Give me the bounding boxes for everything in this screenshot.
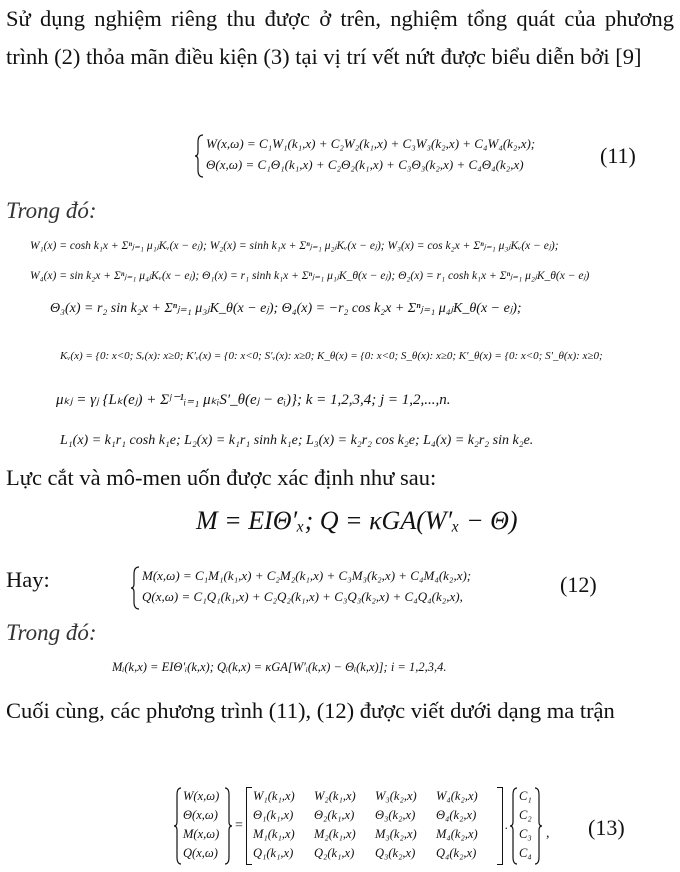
matrix-cell: W₄(k₂,x) [436,789,478,803]
definition-line-4: Kᵥ(x) = {0: x<0; Sᵥ(x): x≥0; K′ᵥ(x) = {0: x<0; S′ᵥ(x): x≥0; K_θ(x) = {0: x<0; S_θ(x): x≥0; K′_θ(x) = {0: x<0; S′_θ(x): x≥0; [60,350,603,362]
matrix-cell: Θ₃(k₂,x) [375,808,416,822]
matrix-right-bracket [497,787,503,865]
matrix-cell: M₃(k₂,x) [375,827,417,841]
equation-11-line2: Θ(x,ω) = C₁Θ₁(k₁,x) + C₂Θ₂(k₁,x) + C₃Θ₃(k₂,x) + C₄Θ₄(k₂,x) [206,157,524,172]
comma: , [546,826,550,841]
equation-11-line1: W(x,ω) = C₁W₁(k₁,x) + C₂W₂(k₁,x) + C₃W₃(k₂,x) + C₄W₄(k₂,x); [206,136,536,151]
matrix-left-bracket [246,787,252,865]
matrix-cell: M₄(k₂,x) [436,827,478,841]
left-brace [130,566,140,610]
matrix-cell: Q₁(k₁,x) [253,846,294,860]
matrix-cell: M₂(k₁,x) [314,827,356,841]
matrix-cell: W₂(k₁,x) [314,789,356,803]
matrix-cell: W₁(k₁,x) [253,789,295,803]
left-brace [174,787,182,865]
definition-line-1: W₁(x) = cosh k₁x + Σⁿⱼ₌₁ μ₁ⱼKᵥ(x − eⱼ); W₂(x) = sinh k₁x + Σⁿⱼ₌₁ μ₂ⱼKᵥ(x − eⱼ); W₃(x) = cos k₂x + Σⁿⱼ₌₁ μ₃ⱼKᵥ(x − eⱼ); [30,240,559,252]
definition-line-2: W₄(x) = sin k₂x + Σⁿⱼ₌₁ μ₄ⱼKᵥ(x − eⱼ); Θ₁(x) = r₁ sinh k₁x + Σⁿⱼ₌₁ μ₁ⱼK_θ(x − eⱼ); Θ₂(x) = r₁ cosh k₁x + Σⁿⱼ₌₁ μ₂ⱼK_θ(x − eⱼ) [30,270,590,282]
hay-label: Hay: [6,567,50,592]
lhs-entry: Q(x,ω) [183,846,218,860]
matrix-cell: Θ₂(k₁,x) [314,808,355,822]
paragraph-shear-moment: Lực cắt và mô-men uốn được xác định như sau: [6,465,437,490]
coefficient-entry: C₁ [519,789,532,803]
coefficient-entry: C₄ [519,846,532,860]
matrix-cell: Q₄(k₂,x) [436,846,477,860]
definition-line-6: L₁(x) = k₁r₁ cosh k₁e; L₂(x) = k₁r₁ sinh k₁e; L₃(x) = k₂r₂ cos k₂e; L₄(x) = k₂r₂ sin k₂e. [60,433,534,448]
left-brace [194,134,204,178]
equation-moment-shear: M = EIΘ′ₓ; Q = κGA(W′ₓ − Θ) [196,506,518,535]
equation-mi-qi: Mᵢ(k,x) = EIΘ′ᵢ(k,x); Qᵢ(k,x) = κGA[W′ᵢ(k,x) − Θᵢ(k,x)]; i = 1,2,3,4. [112,660,447,674]
matrix-cell: Θ₁(k₁,x) [253,808,294,822]
right-brace [224,787,232,865]
paragraph-intro: Sử dụng nghiệm riêng thu được ở trên, nghiệm tổng quát của phương trình (2) thỏa mãn điều kiện (3) tại vị trí vết nứt được biểu diễn bởi [9] [6,6,674,69]
definition-line-3: Θ₃(x) = r₂ sin k₂x + Σⁿⱼ₌₁ μ₃ⱼK_θ(x − eⱼ); Θ₄(x) = −r₂ cos k₂x + Σⁿⱼ₌₁ μ₄ⱼK_θ(x − eⱼ); [50,301,522,316]
equation-12-line2: Q(x,ω) = C₁Q₁(k₁,x) + C₂Q₂(k₁,x) + C₃Q₃(k₂,x) + C₄Q₄(k₂,x), [142,589,463,604]
lhs-entry: M(x,ω) [183,827,220,841]
paragraph-matrix-form: Cuối cùng, các phương trình (11), (12) được viết dưới dạng ma trận [6,698,615,723]
definition-line-5: μₖⱼ = γⱼ {Lₖ(eⱼ) + Σʲ⁻¹ᵢ₌₁ μₖᵢS′_θ(eⱼ − eᵢ)}; k = 1,2,3,4; j = 1,2,...,n. [56,392,451,408]
dot-operator: . [505,818,509,832]
left-brace [510,787,518,865]
right-brace [534,787,542,865]
equation-number-11: (11) [600,143,636,168]
matrix-cell: Q₂(k₁,x) [314,846,355,860]
lhs-entry: Θ(x,ω) [183,808,218,822]
matrix-cell: Θ₄(k₂,x) [436,808,477,822]
matrix-cell: M₁(k₁,x) [253,827,295,841]
coefficient-entry: C₂ [519,808,532,822]
equation-number-13: (13) [588,815,625,840]
lhs-entry: W(x,ω) [183,789,220,803]
trong-do-label-2: Trong đó: [6,620,97,645]
trong-do-label-1: Trong đó: [6,198,97,223]
matrix-cell: Q₃(k₂,x) [375,846,416,860]
coefficient-entry: C₃ [519,827,532,841]
equals-sign: = [235,818,243,833]
equation-12-line1: M(x,ω) = C₁M₁(k₁,x) + C₂M₂(k₁,x) + C₃M₃(k₂,x) + C₄M₄(k₂,x); [142,568,472,583]
matrix-cell: W₃(k₂,x) [375,789,417,803]
equation-number-12: (12) [560,572,597,597]
